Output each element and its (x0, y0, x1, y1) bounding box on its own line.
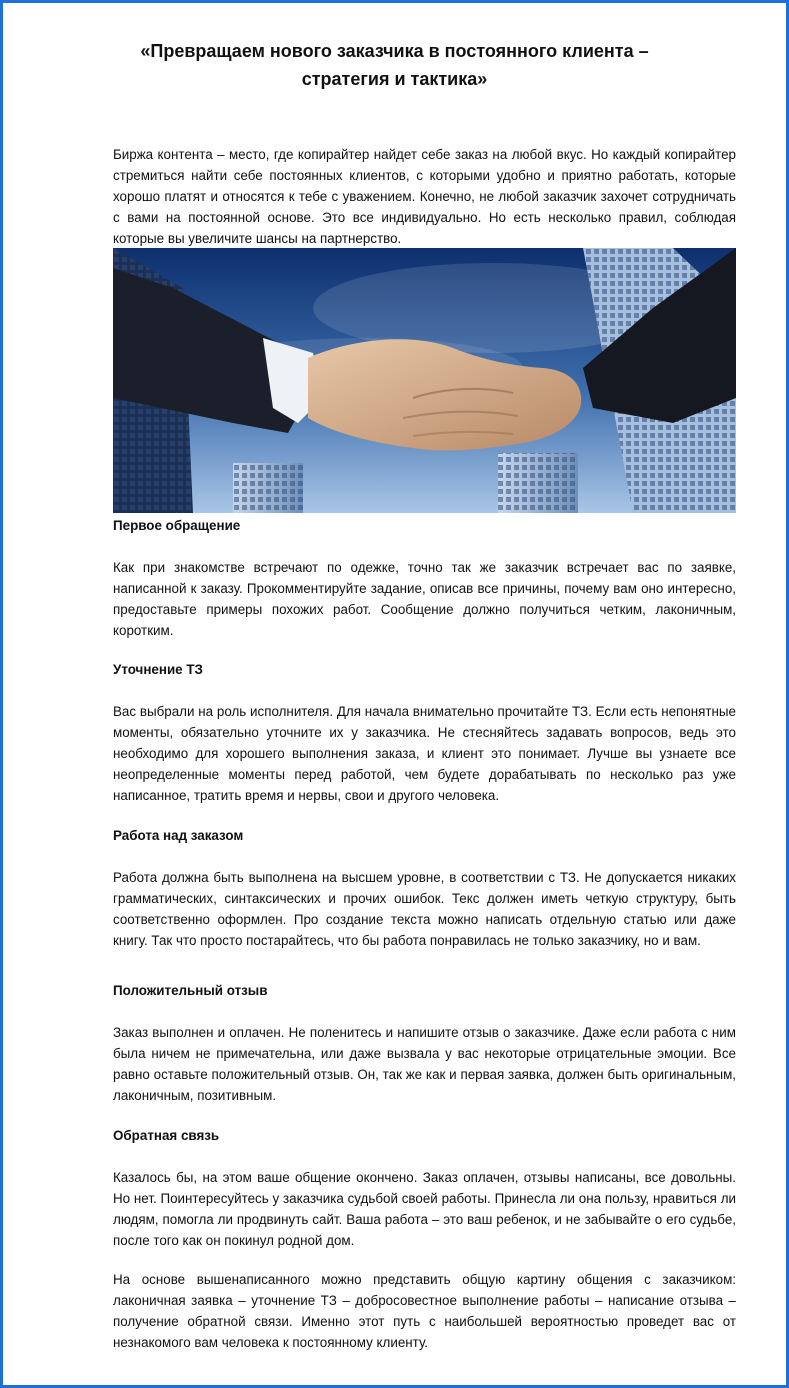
section-tz-clarification (113, 659, 736, 806)
section-heading: Положительный отзыв (113, 983, 268, 998)
title-line-2: стратегия и тактика» (301, 69, 488, 89)
section-heading: Работа над заказом (113, 828, 244, 843)
section-feedback (113, 1125, 736, 1251)
section-text: Работа должна быть выполнена на высшем уровне, в соответствии с ТЗ. Не допускается никаких грамматических, синтаксических и прочих ошибок. Текс должен иметь четкую структуру, быть соответственно оформлен. Про создание текста можно написать отдельную статью или даже книгу. Так что просто постарайтесь, что бы работа понравилась не только заказчику, но и вам. (113, 870, 736, 948)
intro-paragraph: Биржа контента – место, где копирайтер найдет себе заказ на любой вкус. Но каждый копирайтер стремиться найти себе постоянных клиентов, с которыми удобно и приятно работать, которые хорошо платят и относятся к тебе с уважением. Конечно, не любой заказчик захочет сотрудничать с вами на постоянной основе. Это все индивидуально. Но есть несколько правил, соблюдая которые вы увеличите шансы на партнерство. (113, 147, 736, 246)
section-work-on-order (113, 825, 736, 951)
conclusion-block (113, 1269, 736, 1353)
section-first-contact (113, 515, 736, 641)
section-heading: Уточнение ТЗ (113, 662, 203, 677)
intro-block (113, 144, 736, 249)
section-positive-review (113, 980, 736, 1106)
section-text: Заказ выполнен и оплачен. Не поленитесь и напишите отзыв о заказчике. Даже если работа с ним была ничем не примечательна, или даже вызвала у вас некоторые отрицательные эмоции. Все равно оставьте положительный отзыв. Он, так же как и первая заявка, должен быть оригинальным, лаконичным, позитивным. (113, 1025, 736, 1103)
page-title (3, 37, 786, 93)
section-text: Как при знакомстве встречают по одежке, точно так же заказчик встречает вас по заявке, написанной к заказу. Прокомментируйте задание, описав все причины, почему вам оно интересно, предоставьте примеры похожих работ. Сообщение должно получиться четким, лаконичным, коротким. (113, 560, 736, 638)
section-heading: Обратная связь (113, 1128, 220, 1143)
section-text: Вас выбрали на роль исполнителя. Для начала внимательно прочитайте ТЗ. Если есть непонятные моменты, обязательно уточните их у заказчика. Не стесняйтесь задавать вопросов, ведь это необходимо для хорошего выполнения заказа, и клиент это понимает. Лучше вы узнаете все неопределенные моменты перед работой, чем будете дорабатывать по несколько раз уже написанное, тратить время и нервы, свои и другого человека. (113, 704, 736, 803)
conclusion-paragraph: На основе вышенаписанного можно представить общую картину общения с заказчиком: лаконичная заявка – уточнение ТЗ – добросовестное выполнение работы – написание отзыва – получение обратной связи. Именно этот путь с наибольшей вероятностью проведет вас от незнакомого вам человека к постоянному клиенту. (113, 1272, 736, 1350)
handshake-photo (113, 248, 736, 513)
title-line-1: «Превращаем нового заказчика в постоянного клиента – (140, 41, 649, 61)
section-heading: Первое обращение (113, 518, 241, 533)
section-text: Казалось бы, на этом ваше общение окончено. Заказ оплачен, отзывы написаны, все довольны. Но нет. Поинтересуйтесь у заказчика судьбой своей работы. Принесла ли она пользу, нравиться ли людям, помогла ли продвинуть сайт. Ваша работа – это ваш ребенок, и не забывайте о его судьбе, после того как он покинул родной дом. (113, 1170, 736, 1248)
